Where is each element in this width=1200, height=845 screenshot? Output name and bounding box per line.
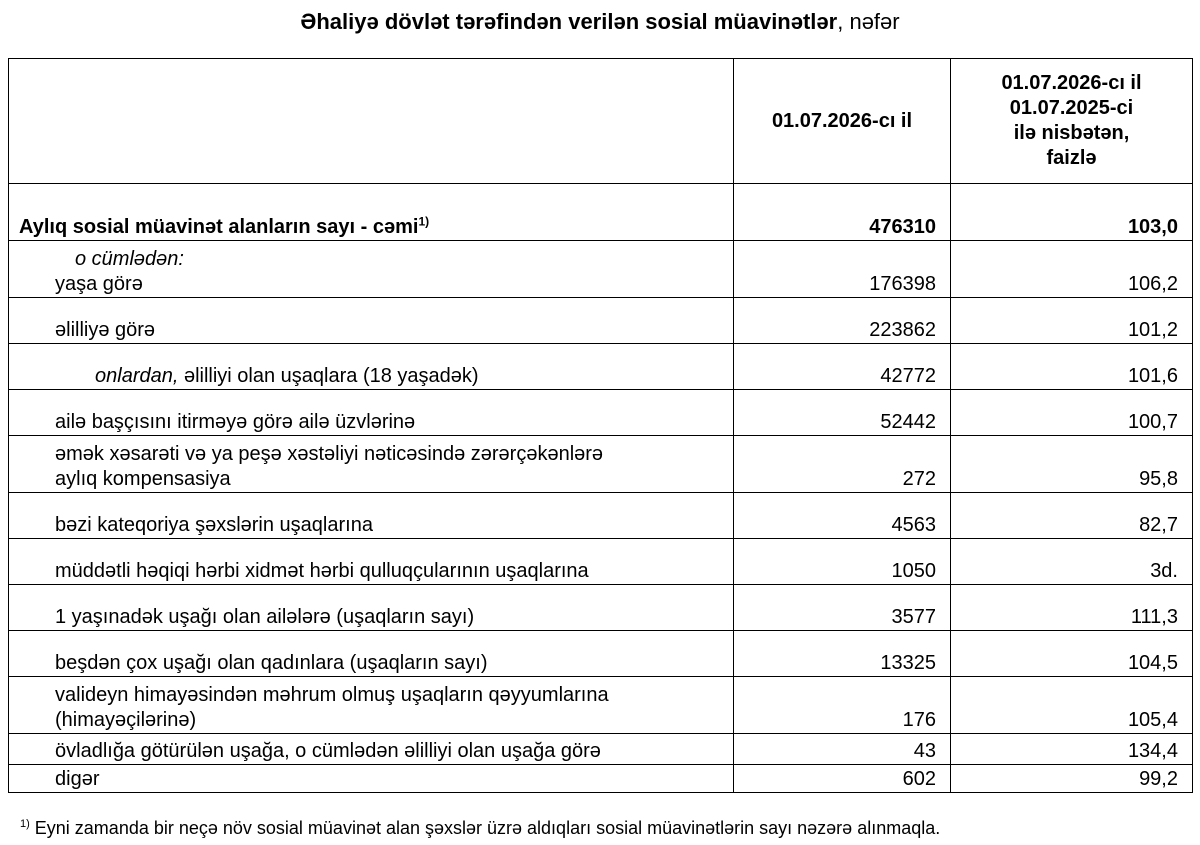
- table-row: [9, 585, 1193, 631]
- total-value: 476310: [734, 184, 951, 241]
- row-percent: 3d.: [951, 539, 1193, 585]
- row-label: əlilliyə görə: [9, 298, 734, 344]
- row-value: 176: [734, 677, 951, 734]
- header-col-percent: [951, 59, 1193, 184]
- table-row: [9, 765, 1193, 793]
- row-label-line1: əmək xəsarəti və ya peşə xəstəliyi nəticəsində zərərçəkənlərə: [55, 443, 604, 465]
- table-row: [9, 677, 1193, 734]
- row-value: 602: [734, 765, 951, 793]
- table-row: [9, 241, 1193, 298]
- footnote-ref: 1): [418, 214, 430, 229]
- table-row: [9, 493, 1193, 539]
- header-col-date: [734, 59, 951, 184]
- row-label: ailə başçısını itirməyə görə ailə üzvlərinə: [9, 390, 734, 436]
- row-value: 42772: [734, 344, 951, 390]
- title-unit: , nəfər: [837, 9, 900, 34]
- row-value: 3577: [734, 585, 951, 631]
- row-label-text: yaşa görə: [55, 273, 143, 295]
- table-row: [9, 539, 1193, 585]
- row-value: 13325: [734, 631, 951, 677]
- total-label: [9, 184, 734, 241]
- table-row-total: [9, 184, 1193, 241]
- row-label-text: əlilliyi olan uşaqlara (18 yaşadək): [178, 365, 479, 387]
- row-percent: 101,2: [951, 298, 1193, 344]
- row-percent: 82,7: [951, 493, 1193, 539]
- header-col-percent-line3: ilə nisbətən,: [1013, 122, 1130, 144]
- row-percent: 105,4: [951, 677, 1193, 734]
- table-row: [9, 631, 1193, 677]
- row-value: 223862: [734, 298, 951, 344]
- benefits-table: [8, 58, 1193, 793]
- row-value: 1050: [734, 539, 951, 585]
- total-label-text: Aylıq sosial müavinət alanların sayı - cəmi: [19, 216, 419, 238]
- row-label-line2: (himayəçilərinə): [55, 709, 197, 731]
- row-label: [9, 677, 734, 734]
- row-percent: 111,3: [951, 585, 1193, 631]
- table-row: [9, 734, 1193, 765]
- row-percent: 106,2: [951, 241, 1193, 298]
- row-label: [9, 241, 734, 298]
- row-value: 52442: [734, 390, 951, 436]
- header-col-percent-line4: faizlə: [1046, 147, 1097, 169]
- table-row: [9, 298, 1193, 344]
- table-row: [9, 390, 1193, 436]
- row-percent: 95,8: [951, 436, 1193, 493]
- title-text: Əhaliyə dövlət tərəfindən verilən sosial müavinətlər: [300, 9, 838, 34]
- row-label: [9, 436, 734, 493]
- row-percent: 101,6: [951, 344, 1193, 390]
- row-value: 272: [734, 436, 951, 493]
- footnote: [20, 817, 940, 839]
- row-percent: 134,4: [951, 734, 1193, 765]
- header-row: [9, 59, 1193, 184]
- subheading: o cümlədən:: [75, 248, 184, 270]
- header-col-date-text: 01.07.2026-cı il: [771, 109, 913, 132]
- row-label-line1: valideyn himayəsindən məhrum olmuş uşaqların qəyyumlarına: [55, 684, 609, 706]
- row-label: müddətli həqiqi hərbi xidmət hərbi qulluqçularının uşaqlarına: [9, 539, 734, 585]
- row-label: övladlığa götürülən uşağa, o cümlədən əlilliyi olan uşağa görə: [9, 734, 734, 765]
- row-label: 1 yaşınadək uşağı olan ailələrə (uşaqların sayı): [9, 585, 734, 631]
- header-col-label: [9, 59, 734, 184]
- row-value: 43: [734, 734, 951, 765]
- row-value: 176398: [734, 241, 951, 298]
- row-percent: 100,7: [951, 390, 1193, 436]
- total-percent: 103,0: [951, 184, 1193, 241]
- row-label: bəzi kateqoriya şəxslərin uşaqlarına: [9, 493, 734, 539]
- row-percent: 104,5: [951, 631, 1193, 677]
- row-label-line2: aylıq kompensasiya: [55, 468, 231, 490]
- row-label: [9, 344, 734, 390]
- header-col-percent-line2: 01.07.2025-ci: [1009, 97, 1134, 119]
- page-title: [0, 8, 1200, 36]
- table-row: [9, 436, 1193, 493]
- footnote-text: Eyni zamanda bir neçə növ sosial müavinət alan şəxslər üzrə aldıqları sosial müavinətlərin sayı nəzərə alınmaqla.: [29, 818, 941, 838]
- row-label: digər: [9, 765, 734, 793]
- footnote-mark: 1): [20, 818, 30, 830]
- row-value: 4563: [734, 493, 951, 539]
- row-label-prefix: onlardan,: [95, 365, 179, 387]
- table-row: [9, 344, 1193, 390]
- header-col-percent-line1: 01.07.2026-cı il: [1001, 72, 1142, 94]
- row-label: beşdən çox uşağı olan qadınlara (uşaqların sayı): [9, 631, 734, 677]
- row-percent: 99,2: [951, 765, 1193, 793]
